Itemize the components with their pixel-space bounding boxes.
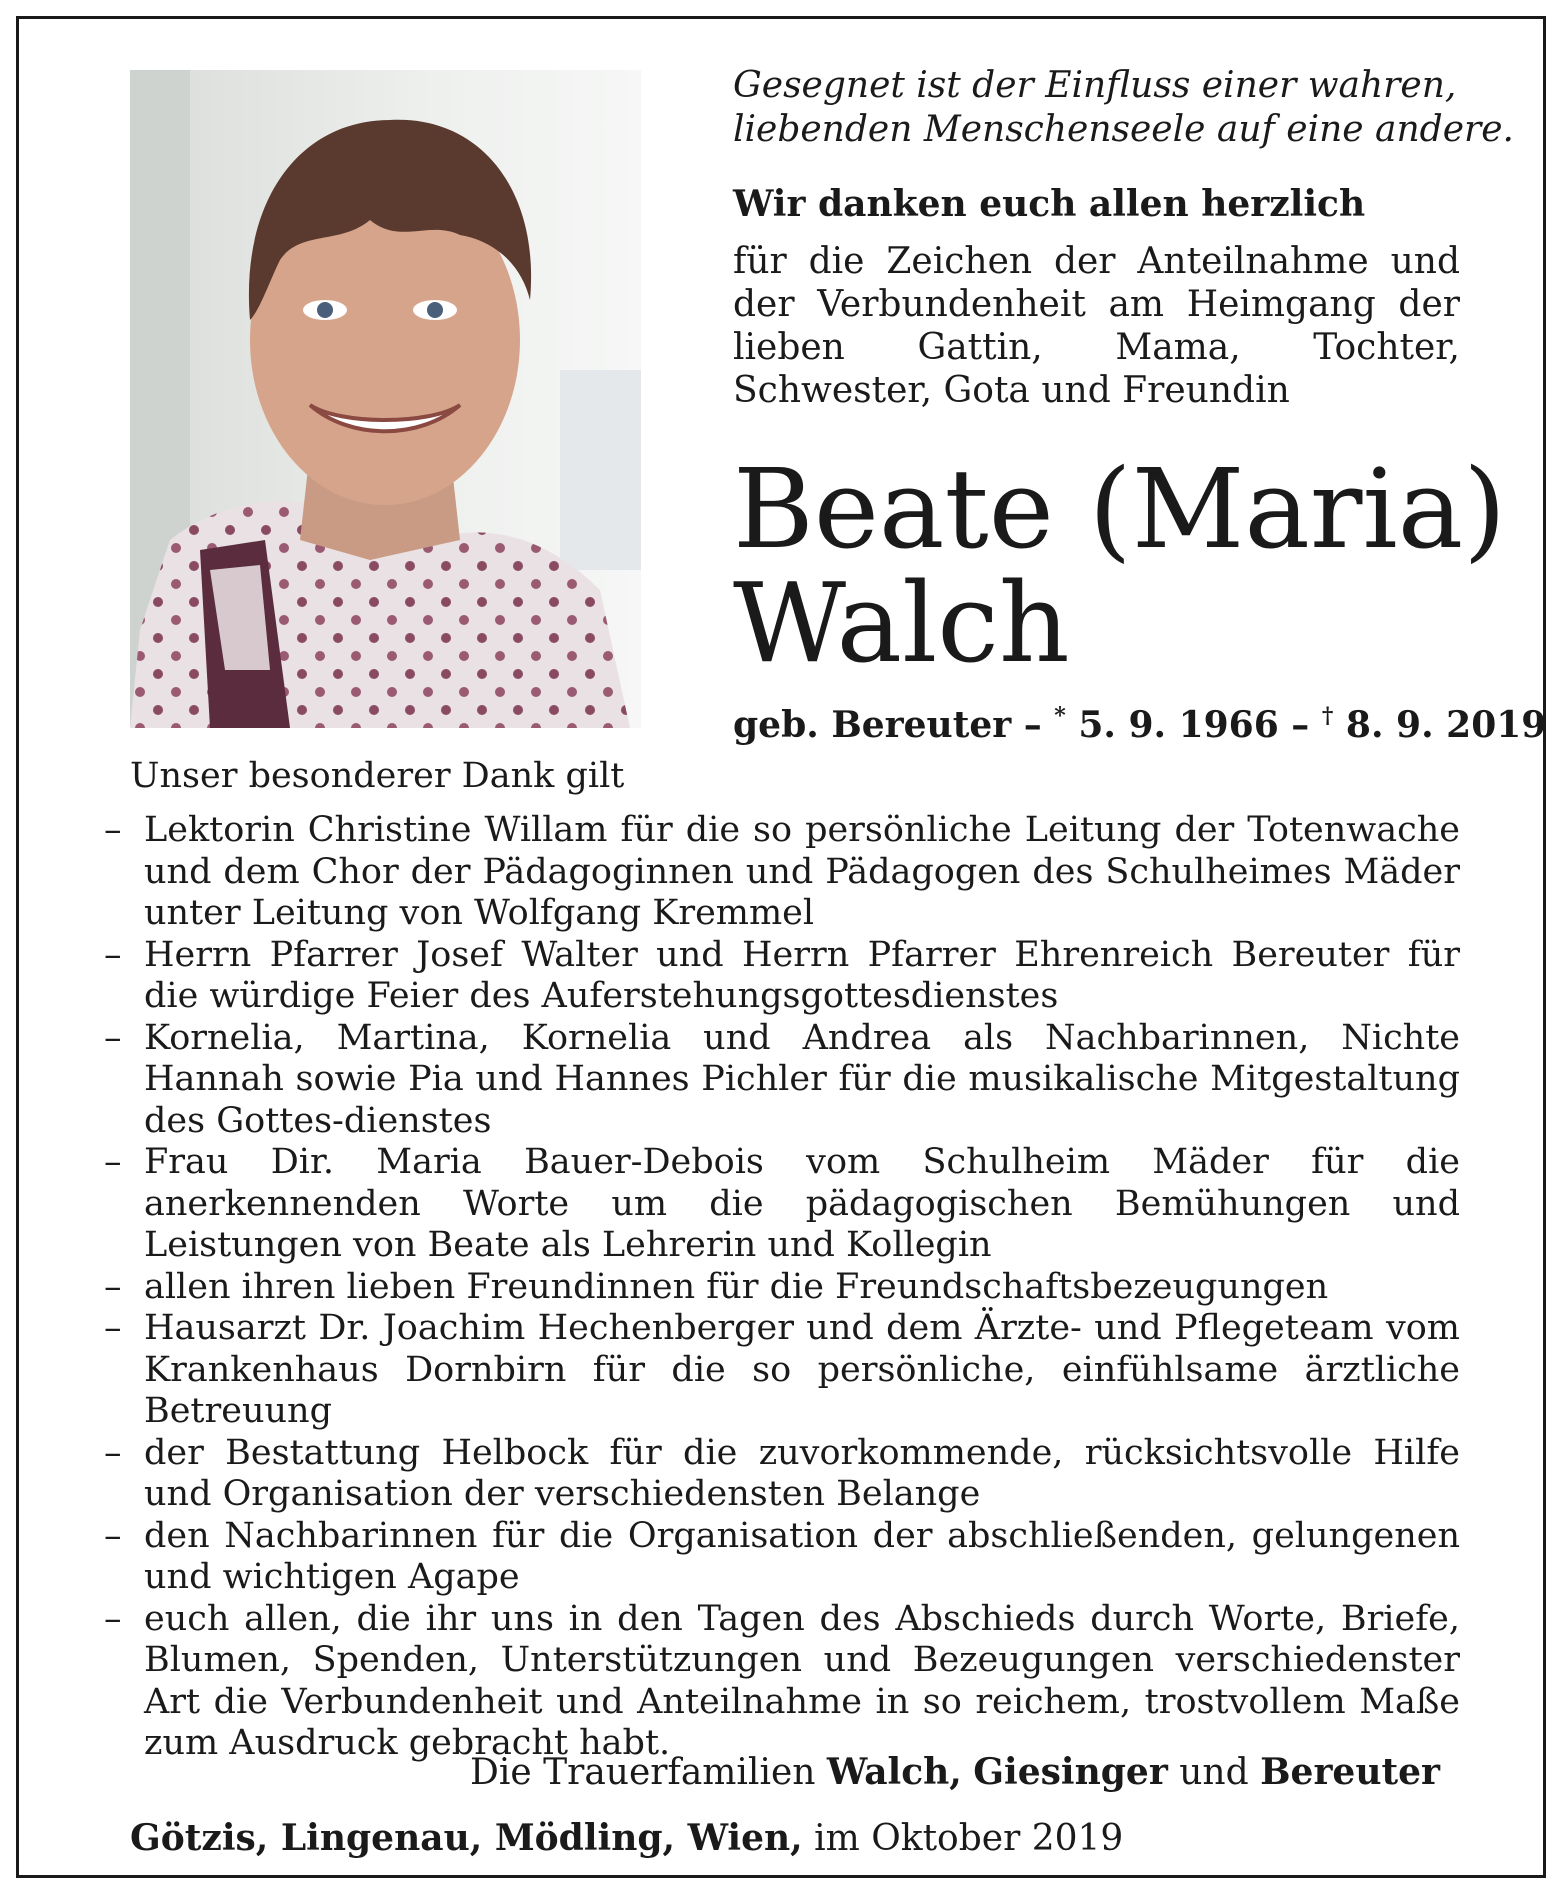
list-item [104, 1018, 1460, 1143]
list-item-text: allen ihren lieben Freundinnen für die Freundschaftsbezeugungen [144, 1266, 1329, 1307]
list-item-text: Lektorin Christine Willam für die so persönliche Leitung der Totenwache und dem Chor der Pädagoginnen und Pädagogen des Schulheimes Mäder unter Leitung von Wolfgang Kremmel [144, 810, 1460, 933]
places: Götzis, Lingenau, Mödling, Wien, [130, 1817, 803, 1859]
list-item-text: euch allen, die ihr uns in den Tagen des Abschieds durch Worte, Briefe, Blumen, Spenden, Unterstützungen und Bezeugungen verschiedenster Art die Verbundenheit und Anteilnahme in so reichem, trostvollem Maße zum Ausdruck gebracht habt. [144, 1598, 1460, 1763]
dash-bullet: – [104, 1515, 122, 1556]
death-date: 8. 9. 2019 [1345, 704, 1547, 746]
birth-date: 5. 9. 1966 – [1078, 704, 1310, 746]
dash-bullet: – [104, 1142, 122, 1182]
name-line-2: Walch [733, 559, 1070, 687]
signature-prefix: Die Trauerfamilien [469, 1752, 816, 1793]
place-and-date [130, 1816, 1123, 1861]
family-giesinger: Giesinger [973, 1751, 1168, 1793]
list-item [104, 810, 1460, 935]
cross-icon: † [1321, 703, 1334, 729]
name-line-1: Beate (Maria) [733, 445, 1507, 573]
list-item-text: Frau Dir. Maria Bauer-Debois vom Schulheim Mäder für die anerkennenden Worte um die pädagogischen Bemühungen und Leistungen von Beate als Lehrerin und Kollegin [144, 1142, 1460, 1265]
signature-conjunction: und [1179, 1752, 1249, 1793]
list-item-text: Hausarzt Dr. Joachim Hechenberger und dem Ärzte- und Pflegeteam vom Krankenhaus Dornbirn für die so persönliche, einfühlsame ärztliche Betreuung [144, 1308, 1460, 1431]
quote-line-1: Gesegnet ist der Einfluss einer wahren, [733, 65, 1457, 106]
list-item [104, 1308, 1460, 1433]
dash-bullet: – [104, 1017, 122, 1058]
list-item [104, 1142, 1460, 1267]
list-item [104, 1516, 1460, 1599]
quote-line-2: liebenden Menschenseele auf eine andere. [733, 109, 1514, 150]
list-item [104, 1599, 1460, 1765]
family-signature [470, 1750, 1440, 1795]
deceased-name [733, 445, 1507, 687]
thanks-heading: Wir danken euch allen herzlich [733, 183, 1366, 225]
portrait-photo [130, 70, 641, 728]
family-bereuter: Bereuter [1260, 1751, 1440, 1793]
birth-name: geb. Bereuter – [733, 704, 1042, 746]
date: im Oktober 2019 [814, 1818, 1124, 1859]
acknowledgement-intro: Unser besonderer Dank gilt [130, 756, 625, 796]
life-dates [733, 694, 1546, 747]
list-item-text: der Bestattung Helbock für die zuvorkommende, rücksichtsvolle Hilfe und Organisation der verschiedensten Belange [144, 1432, 1460, 1514]
dash-bullet: – [104, 1598, 122, 1639]
birth-star-icon: * [1054, 703, 1066, 729]
list-item-text: Kornelia, Martina, Kornelia und Andrea als Nachbarinnen, Nichte Hannah sowie Pia und Hannes Pichler für die musikalische Mitgestaltung des Gottes-dienstes [144, 1017, 1460, 1141]
list-item-text: den Nachbarinnen für die Organisation der abschließenden, gelungenen und wichtigen Agape [144, 1515, 1460, 1597]
thanks-body: für die Zeichen der Anteilnahme und der Verbundenheit am Heimgang der lieben Gattin, Mama, Tochter, Schwester, Gota und Freundin [733, 241, 1460, 411]
list-item-text: Herrn Pfarrer Josef Walter und Herrn Pfarrer Ehrenreich Bereuter für die würdige Feier des Auferstehungsgottesdienstes [144, 934, 1460, 1016]
quote [733, 64, 1514, 152]
family-walch: Walch, [826, 1751, 962, 1793]
list-item [104, 1267, 1460, 1309]
acknowledgement-list [104, 810, 1460, 1765]
dash-bullet: – [104, 1266, 122, 1307]
list-item [104, 935, 1460, 1018]
list-item [104, 1433, 1460, 1516]
dash-bullet: – [104, 810, 122, 850]
dash-bullet: – [104, 1432, 122, 1473]
dash-bullet: – [104, 934, 122, 975]
dash-bullet: – [104, 1308, 122, 1348]
